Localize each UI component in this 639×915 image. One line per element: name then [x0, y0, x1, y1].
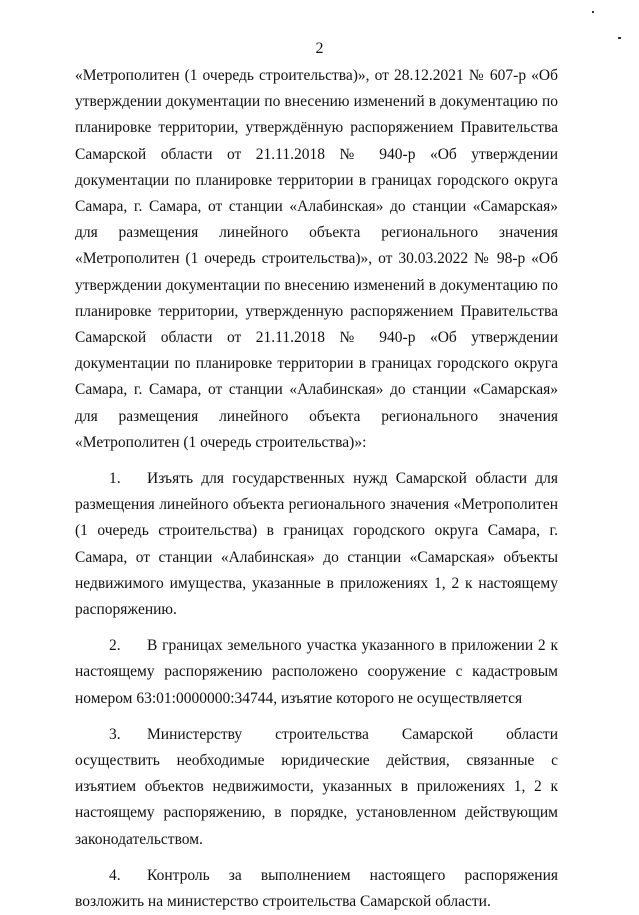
item-number: 3. — [109, 725, 121, 743]
item-text: Министерству строительства Самарской области осуществить необходимые юридические действия, связанные с изъятием объектов недвижимости, указанных в приложениях 1, 2 к настоящему распоряжению, в порядке, установленном действующим законодательством. — [75, 725, 558, 848]
scan-speck — [618, 37, 621, 39]
item-text: Контроль за выполнением настоящего распоряжения возложить на министерство строительства Самарской области. — [75, 866, 558, 911]
intro-paragraph: «Метрополитен (1 очередь строительства)», от 28.12.2021 № 607-р «Об утверждении документации по внесению изменений в документацию по планировке территории, утверждённую распоряжением Правительства Самарской области от 21.11.2018 № 940-р «Об утверждении документации по планировке территории в границах городского округа Самара, г. Самара, от станции «Алабинская» до станции «Самарская» для размещения линейного объекта регионального значения «Метрополитен (1 очередь строительства)», от 30.03.2022 № 98-р «Об утверждении документации по внесению изменений в документацию по планировке территории, утвержденную распоряжением Правительства Самарской области от 21.11.2018 № 940-р «Об утверждении документации по планировке территории в границах городского округа Самара, г. Самара, от станции «Алабинская» до станции «Самарская» для размещения линейного объекта регионального значения «Метрополитен (1 очередь строительства)»: — [75, 67, 558, 451]
item-text: Изъять для государственных нужд Самарской области для размещения линейного объекта регионального значения «Метрополитен (1 очередь строительства) в границах городского округа Самара, г. Самара, от станции «Алабинская» до станции «Самарская» объекты недвижимого имущества, указанные в приложениях 1, 2 к настоящему распоряжению. — [75, 470, 558, 619]
page-number: 2 — [315, 40, 324, 57]
item-1-paragraph — [75, 466, 558, 623]
item-number: 4. — [109, 866, 121, 884]
document-body — [75, 63, 558, 915]
scan-speck — [592, 11, 594, 13]
item-2-paragraph — [75, 633, 558, 712]
item-number: 1. — [109, 470, 121, 488]
item-number: 2. — [109, 637, 121, 655]
item-text: В границах земельного участка указанного в приложении 2 к настоящему распоряжению расположено сооружение с кадастровым номером 63:01:0000000:34744, изъятие которого не осуществляется — [75, 637, 558, 707]
item-3-paragraph — [75, 722, 558, 853]
item-4-paragraph — [75, 863, 558, 915]
